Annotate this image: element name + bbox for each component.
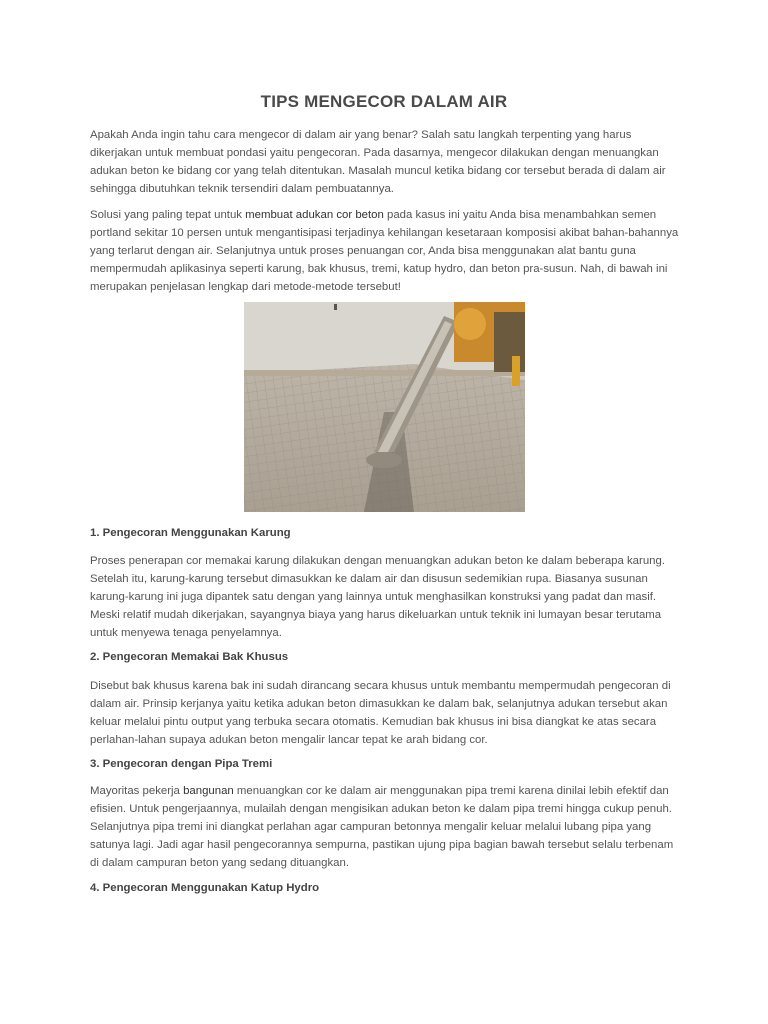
- solution-paragraph: [90, 206, 680, 296]
- truck-cab: [494, 312, 525, 372]
- document-title: TIPS MENGECOR DALAM AIR: [260, 92, 508, 111]
- concrete-pour: [366, 452, 402, 468]
- bangunan-link[interactable]: bangunan: [183, 785, 234, 797]
- mixer-drum: [454, 308, 486, 340]
- formwork-edge: [244, 370, 525, 376]
- solution-text-after: pada kasus ini yaitu Anda bisa menambahkan semen portland sekitar 10 persen untuk mengantisipasi terjadinya kehilangan kesetaraan komposisi akibat bahan-bahannya yang terlarut dengan air. Selanjutnya untuk proses penuangan cor, Anda bisa menggunakan alat bantu guna mempermudah aplikasinya seperti karung, bak khusus, tremi, katup hydro, dan beton pra-susun. Nah, di bawah ini merupakan penjelasan lengkap dari metode-metode tersebut!: [90, 209, 679, 293]
- section-3-text-after: menuangkan cor ke dalam air menggunakan pipa tremi karena dinilai lebih efektif dan efisien. Untuk pengerjaannya, mulailah dengan mengisikan adukan beton ke dalam pipa tremi hingga cukup penuh. Selanjutnya pipa tremi ini diangkat perlahan agar campuran betonnya mengalir keluar melalui lubang pipa yang satunya lagi. Jadi agar hasil pengecorannya sempurna, pastikan ujung pipa bagian bawah tersebut selalu terbenam di dalam campuran beton yang sedang dituangkan.: [90, 785, 674, 869]
- section-2-body: Disebut bak khusus karena bak ini sudah dirancang secara khusus untuk membantu mempermudah pengecoran di dalam air. Prinsip kerjanya yaitu ketika adukan beton dimasukkan ke dalam bak, selanjutnya adukan tersebut akan keluar melalui pintu output yang terbuka secara otomatis. Kemudian bak khusus ini bisa diangkat ke atas secara perlahan-lahan supaya adukan beton mengalir lancar tepat ke arah bidang cor.: [90, 680, 671, 746]
- concrete-photo-illustration: [244, 302, 525, 512]
- section-2-heading: 2. Pengecoran Memakai Bak Khusus: [90, 651, 289, 663]
- intro-paragraph: Apakah Anda ingin tahu cara mengecor di dalam air yang benar? Salah satu langkah terpenting yang harus dikerjakan untuk membuat pondasi yaitu pengecoran. Pada dasarnya, mengecor dilakukan dengan menuangkan adukan beton ke bidang cor yang telah ditentukan. Masalah muncul ketika bidang cor tersebut berada di dalam air sehingga dibutuhkan teknik tersendiri dalam pembuatannya.: [90, 129, 666, 195]
- section-4-heading: 4. Pengecoran Menggunakan Katup Hydro: [90, 882, 320, 894]
- solution-text-before: Solusi yang paling tepat untuk: [90, 209, 246, 221]
- section-3-text-before: Mayoritas pekerja: [90, 785, 184, 797]
- section-1-body: Proses penerapan cor memakai karung dilakukan dengan menuangkan adukan beton ke dalam beberapa karung. Setelah itu, karung-karung tersebut dimasukkan ke dalam air dan disusun sedemikian rupa. Biasanya susunan karung-karung ini juga dipantek satu dengan yang lainnya untuk menghasilkan konstruksi yang padat dan masif. Meski relatif mudah dikerjakan, sayangnya biaya yang harus dikeluarkan untuk teknik ini lumayan besar terutama untuk menyewa tenaga penyelamnya.: [90, 555, 665, 639]
- section-3-body: [90, 782, 680, 872]
- concrete-pouring-photo: [244, 302, 525, 512]
- distant-worker: [334, 304, 337, 310]
- section-1-heading: 1. Pengecoran Menggunakan Karung: [90, 527, 291, 539]
- worker-figure: [512, 356, 520, 386]
- section-3-heading: 3. Pengecoran dengan Pipa Tremi: [90, 758, 273, 770]
- cor-beton-link[interactable]: membuat adukan cor beton: [245, 209, 384, 221]
